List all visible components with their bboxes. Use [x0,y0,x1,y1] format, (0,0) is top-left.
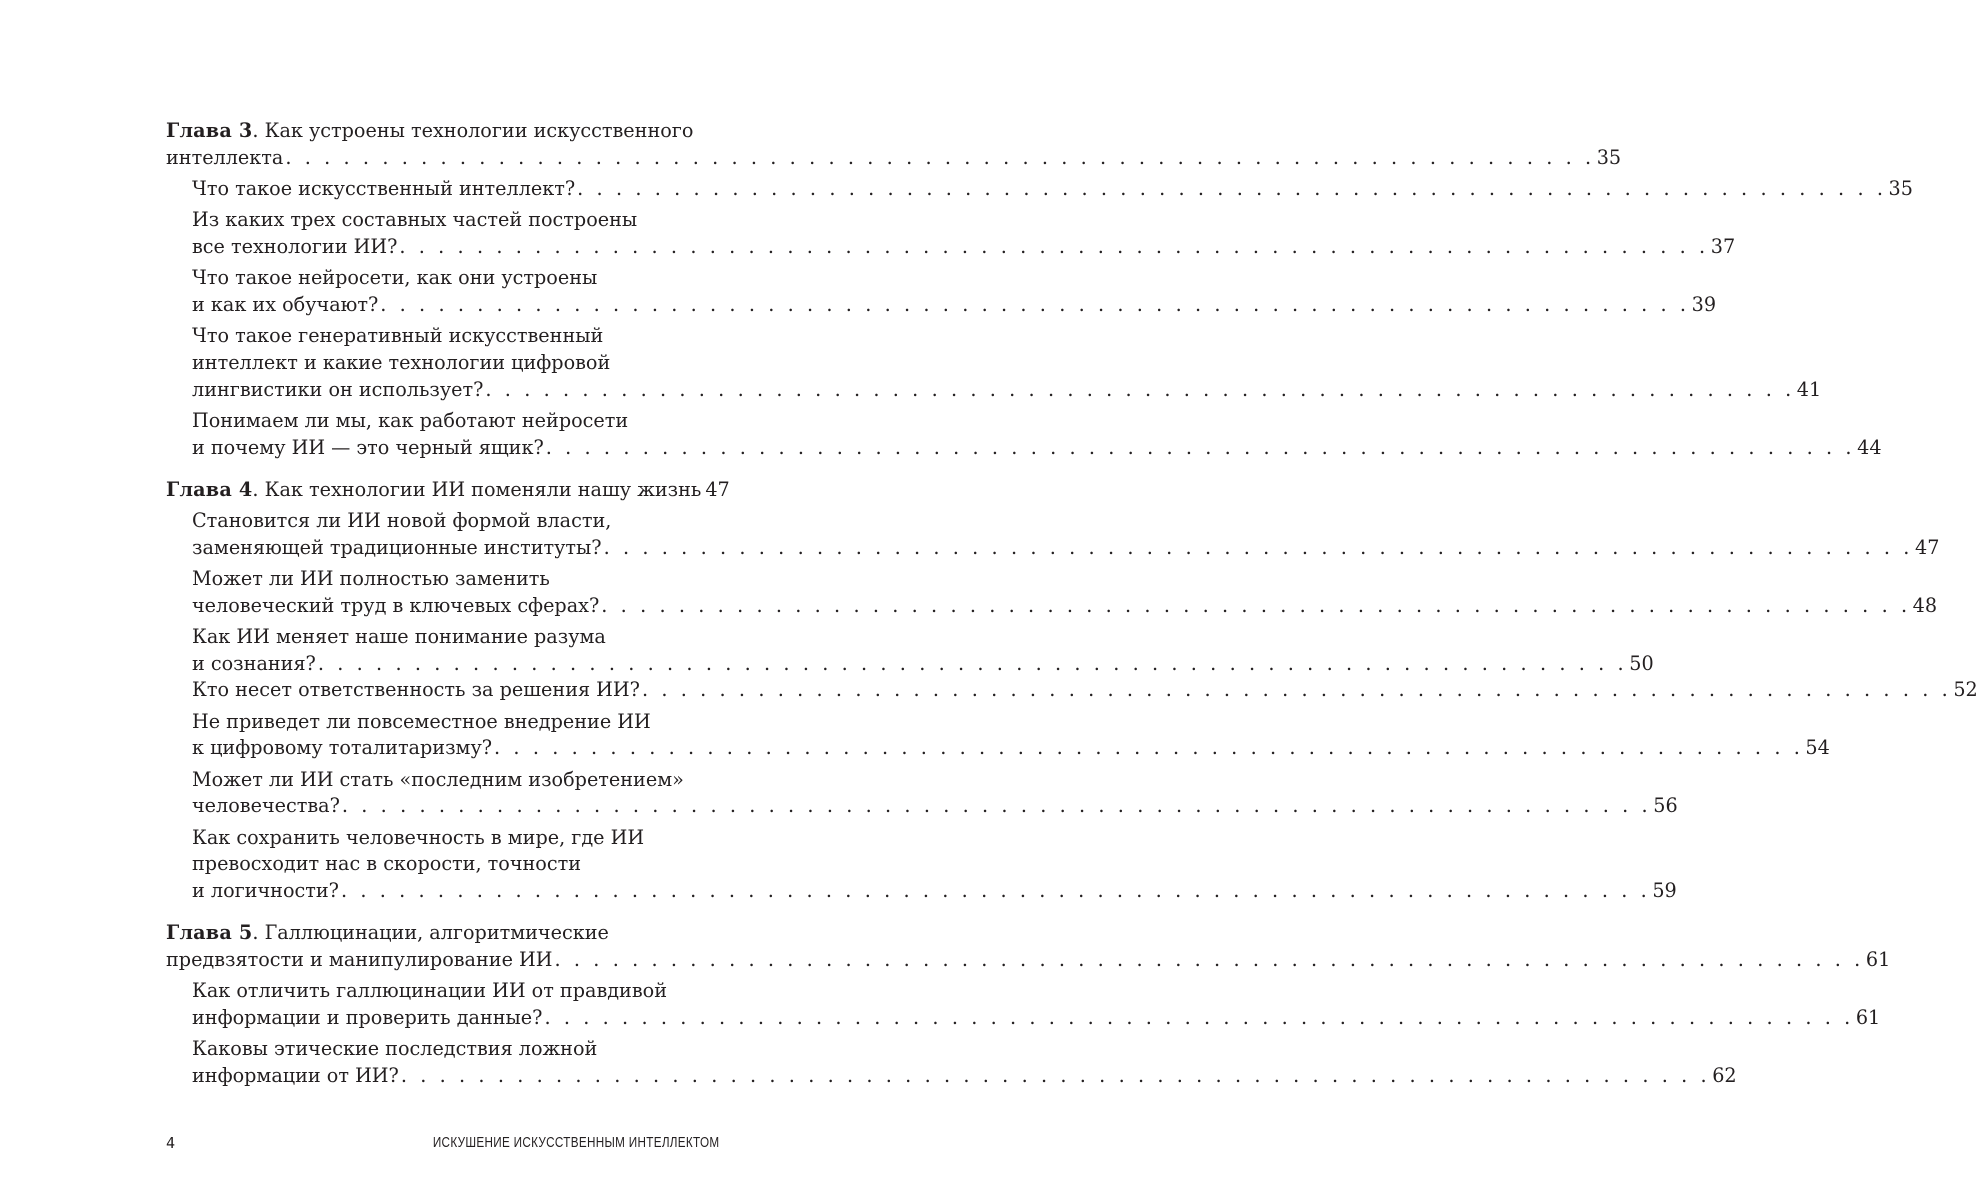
page-ref: 59 [1652,878,1677,902]
chapter-title-text: . Как устроены технологии искусственного [252,119,694,142]
page-ref: 37 [1710,234,1736,258]
leader-dots: . . . . . . . . . . . . . . . . . . . . . . . . . . . . . . . . . . . . . . . . . . . . . . . . . . . . . . . . . . . . . . . . . . . . [494,736,1804,760]
toc-entry-line: Как ИИ меняет наше понимание разума [192,625,606,649]
toc-entry-last-line [192,1063,1737,1090]
toc-entry[interactable] [166,825,1677,905]
toc-entry-text: все технологии ИИ? [192,234,398,258]
toc-entry-text: человечества? [192,794,340,818]
toc-entry-last-line [192,793,1678,820]
chapter-title-last-line [166,477,730,504]
page-footer [166,1134,719,1156]
toc-entry-text: Что такое искусственный интеллект? [192,176,576,200]
chapter-title-last-line [166,947,1891,974]
toc-entry-line: Из каких трех составных частей построены [192,208,638,232]
page-ref: 41 [1796,377,1822,401]
chapter-label: Глава 4 [166,477,253,501]
toc-entry-text: к цифровому тоталитаризму? [192,736,493,760]
toc-entry-text: информации и проверить данные? [192,1005,543,1029]
toc-entry-last-line [192,593,1938,620]
chapter-title-line [166,118,719,145]
page-ref: 35 [1596,145,1622,169]
toc-entry-line: превосходит нас в скорости, точности [192,852,582,876]
toc-entry[interactable] [166,323,1822,403]
toc-entry-last-line [192,1005,1881,1032]
toc-items [166,978,1881,1089]
toc-entry[interactable] [166,978,1881,1031]
toc-entry-last-line [192,735,1830,762]
page-ref: 62 [1712,1063,1737,1087]
chapter-title-last-line [166,145,1622,172]
page-ref: 50 [1629,651,1654,675]
toc-entry-line: интеллект и какие технологии цифровой [192,350,611,374]
toc-entry-line: Каковы этические последствия ложной [192,1036,598,1060]
toc-entry[interactable] [166,677,1978,704]
toc-entry[interactable] [166,265,1717,318]
toc-entry[interactable] [166,566,1938,619]
page-ref: 56 [1653,794,1678,818]
toc-entry-last-line [192,435,1882,462]
page-ref: 54 [1805,736,1830,760]
running-title: ИСКУШЕНИЕ ИСКУССТВЕННЫМ ИНТЕЛЛЕКТОМ [432,1134,719,1151]
toc-entry-last-line [192,176,1913,203]
toc-entry[interactable] [166,767,1678,820]
leader-dots: . . . . . . . . . . . . . . . . . . . . . . . . . . . . . . . . . . . . . . . . . . . . . . . . . . . . . . . . . . . . . . . . . . . . [317,651,1628,675]
toc-chapter [166,477,1978,905]
page-ref: 47 [1914,535,1940,559]
toc-entry-text: заменяющей традиционные институты? [192,535,602,559]
toc-entry-text: информации от ИИ? [192,1063,399,1087]
leader-dots: . . . . . . . . . . . . . . . . . . . . . . . . . . . . . . . . . . . . . . . . . . . . . . . . . . . . . . . . . . . . . . . . . . . . [485,377,1795,401]
toc-entry[interactable] [166,408,1882,461]
leader-dots: . . . . . . . . . . . . . . . . . . . . . . . . . . . . . . . . . . . . . . . . . . . . . . . . . . . . . . . . . . . . . . . . . . . . [399,234,1709,258]
leader-dots: . . . . . . . . . . . . . . . . . . . . . . . . . . . . . . . . . . . . . . . . . . . . . . . . . . . . . . . . . . . . . . . . . . . . [601,593,1911,617]
toc-entry-last-line [192,878,1677,905]
toc-entry[interactable] [166,1036,1737,1089]
chapter-title-text: интеллекта [166,145,284,169]
page-ref: 61 [1865,947,1891,971]
page-ref: 61 [1855,1005,1881,1029]
leader-dots: . . . . . . . . . . . . . . . . . . . . . . . . . . . . . . . . . . . . . . . . . . . . . . . . . . . . . . . . . . . . . . . . . . . . [545,435,1856,459]
toc-entry-text: человеческий труд в ключевых сферах? [192,593,600,617]
page-ref: 44 [1857,435,1882,459]
table-of-contents [166,118,1978,1089]
page-ref: 47 [705,477,730,501]
leader-dots: . . . . . . . . . . . . . . . . . . . . . . . . . . . . . . . . . . . . . . . . . . . . . . . . . . . . . . . . . . . . . . . . . . . . [285,145,1595,169]
toc-entry-text: и сознания? [192,651,316,675]
toc-entry-text: и логичности? [192,878,339,902]
toc-entry[interactable] [166,709,1830,762]
page-number: 4 [166,1134,176,1152]
page-ref: 52 [1953,678,1978,702]
toc-chapter [166,920,1891,1089]
toc-entry-line: Не приведет ли повсеместное внедрение ИИ [192,709,651,733]
chapter-label: Глава 5 [166,920,253,944]
toc-items [166,176,1913,461]
toc-entry-line: Что такое нейросети, как они устроены [192,266,598,290]
toc-entry-last-line [192,292,1717,319]
chapter-title[interactable] [166,118,1622,171]
toc-entry[interactable] [166,207,1736,260]
leader-dots: . . . . . . . . . . . . . . . . . . . . . . . . . . . . . . . . . . . . . . . . . . . . . . . . . . . . . . . . . . . . . . . . . . . . [341,794,1652,818]
leader-dots: . . . . . . . . . . . . . . . . . . . . . . . . . . . . . . . . . . . . . . . . . . . . . . . . . . . . . . . . . . . . . . . . . . . . [554,947,1864,971]
chapter-label: Глава 3 [166,119,253,142]
leader-dots: . . . . . . . . . . . . . . . . . . . . . . . . . . . . . . . . . . . . . . . . . . . . . . . . . . . . . . . . . . . . . . . . . . . . [603,535,1913,559]
toc-entry-text: лингвистики он использует? [192,377,484,401]
chapter-title[interactable] [166,477,730,504]
toc-entry-line: Как отличить галлюцинации ИИ от правдивой [192,978,667,1002]
toc-entry-text: и почему ИИ — это черный ящик? [192,435,544,459]
toc-entry-line: Понимаем ли мы, как работают нейросети [192,408,629,432]
toc-entry-line: Может ли ИИ стать «последним изобретением» [192,767,684,791]
chapter-title-text: . Галлюцинации, алгоритмические [252,920,609,944]
toc-entry-last-line [192,535,1940,562]
leader-dots: . . . . . . . . . . . . . . . . . . . . . . . . . . . . . . . . . . . . . . . . . . . . . . . . . . . . . . . . . . . . . . . . . . . . [544,1005,1854,1029]
toc-entry[interactable] [166,624,1654,677]
toc-entry-last-line [192,377,1822,404]
toc-entry[interactable] [166,176,1913,203]
toc-items [166,508,1978,904]
chapter-title[interactable] [166,920,1891,973]
toc-entry-last-line [192,651,1654,678]
toc-entry-last-line [192,234,1736,261]
chapter-title-wrap [166,477,701,504]
toc-chapter [166,118,1913,461]
chapter-title-text: . Как технологии ИИ поменяли нашу жизнь [252,477,702,501]
leader-dots: . . . . . . . . . . . . . . . . . . . . . . . . . . . . . . . . . . . . . . . . . . . . . . . . . . . . . . . . . . . . . . . . . . . . [577,176,1887,200]
toc-entry-line: Становится ли ИИ новой формой власти, [192,509,612,533]
leader-dots: . . . . . . . . . . . . . . . . . . . . . . . . . . . . . . . . . . . . . . . . . . . . . . . . . . . . . . . . . . . . . . . . . . . . [380,292,1690,316]
toc-entry-line: Может ли ИИ полностью заменить [192,567,550,591]
chapter-title-text: предвзятости и манипулирование ИИ [166,947,553,971]
toc-entry-text: и как их обучают? [192,292,379,316]
leader-dots: . . . . . . . . . . . . . . . . . . . . . . . . . . . . . . . . . . . . . . . . . . . . . . . . . . . . . . . . . . . . . . . . . . . . [641,678,1952,702]
leader-dots: . . . . . . . . . . . . . . . . . . . . . . . . . . . . . . . . . . . . . . . . . . . . . . . . . . . . . . . . . . . . . . . . . . . . [400,1063,1711,1087]
toc-entry-line: Как сохранить человечность в мире, где ИИ [192,825,645,849]
toc-entry-text: Кто несет ответственность за решения ИИ? [192,678,640,702]
page-ref: 48 [1912,593,1938,617]
page-ref: 39 [1691,292,1717,316]
chapter-title-line [166,920,719,947]
leader-dots: . . . . . . . . . . . . . . . . . . . . . . . . . . . . . . . . . . . . . . . . . . . . . . . . . . . . . . . . . . . . . . . . . . . . [340,878,1651,902]
toc-entry[interactable] [166,508,1940,561]
page-ref: 35 [1888,176,1913,200]
toc-entry-last-line [192,677,1978,704]
toc-entry-line: Что такое генеративный искусственный [192,324,604,348]
